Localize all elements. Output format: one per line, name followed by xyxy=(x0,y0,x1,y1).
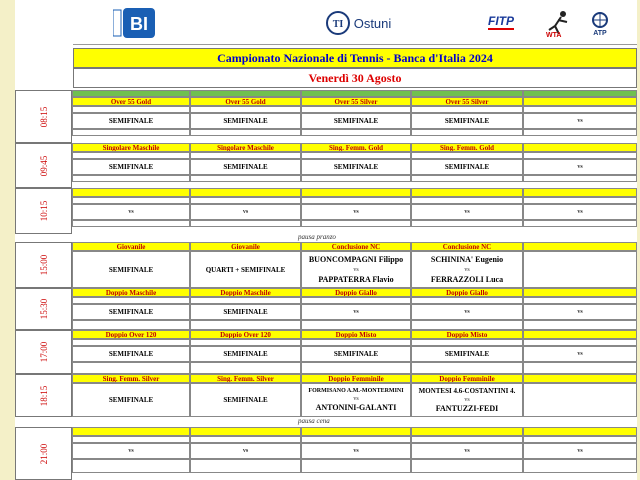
vs-label: vs xyxy=(353,396,359,402)
category-cell xyxy=(523,288,637,297)
blank-row xyxy=(72,459,637,473)
category-row xyxy=(72,330,637,339)
time-cell xyxy=(15,330,72,374)
match-cell: vs xyxy=(190,204,301,220)
player-a: SCHININA' Eugenio xyxy=(430,254,504,264)
match-cell: vs xyxy=(72,443,190,459)
match-row xyxy=(72,159,637,175)
team-a: MONTESI 4.6-COSTANTINI 4. xyxy=(418,386,516,395)
ostuni-text: Ostuni xyxy=(353,15,392,31)
blank-row xyxy=(72,320,637,330)
time-cell xyxy=(15,143,72,188)
match-cell: SEMIFINALE xyxy=(72,113,190,129)
slot-1815 xyxy=(15,374,637,417)
category-cell xyxy=(72,427,190,436)
vs-label: vs xyxy=(464,266,470,273)
vs-label: vs xyxy=(464,396,470,403)
blank-row xyxy=(72,129,637,136)
blank-row xyxy=(72,220,637,227)
category-cell xyxy=(523,242,637,251)
schedule-date: Venerdì 30 Agosto xyxy=(73,68,637,88)
time-label: 15:00 xyxy=(38,254,49,276)
match-cell: SEMIFINALE xyxy=(190,383,301,417)
blank-row xyxy=(72,436,637,443)
match-cell: vs xyxy=(301,204,411,220)
category-cell xyxy=(190,188,301,197)
banca-italia-logo xyxy=(113,8,157,38)
time-label: 15:30 xyxy=(38,298,49,320)
category-cell: Giovanile xyxy=(72,242,190,251)
match-cell: vs xyxy=(190,443,301,459)
match-cell: vs xyxy=(411,304,523,320)
category-cell: Doppio Maschile xyxy=(72,288,190,297)
team-b: FANTUZZI-FEDI xyxy=(435,403,499,413)
category-cell xyxy=(301,188,411,197)
category-cell: Doppio Over 120 xyxy=(72,330,190,339)
match-cell: SEMIFINALE xyxy=(411,346,523,362)
player-b: FERRAZZOLI Luca xyxy=(430,274,504,284)
match-row xyxy=(72,383,637,417)
category-cell: Over 55 Gold xyxy=(72,97,190,106)
category-cell: Conclusione NC xyxy=(301,242,411,251)
green-row xyxy=(72,90,637,97)
svg-text:TI: TI xyxy=(332,19,343,30)
time-cell xyxy=(15,288,72,330)
category-row xyxy=(72,427,637,436)
match-row xyxy=(72,443,637,459)
slot-1530 xyxy=(15,288,637,330)
match-row xyxy=(72,251,637,288)
slot-1015 xyxy=(15,188,637,234)
svg-text:BI: BI xyxy=(130,14,148,34)
match-cell: vs xyxy=(523,443,637,459)
match-cell xyxy=(301,251,411,288)
match-cell: SEMIFINALE xyxy=(72,304,190,320)
match-cell: SEMIFINALE xyxy=(301,159,411,175)
blank-row xyxy=(72,297,637,304)
time-label: 08:15 xyxy=(38,106,49,127)
time-label: 21:00 xyxy=(38,443,49,464)
match-cell: SEMIFINALE xyxy=(72,383,190,417)
match-cell: SEMIFINALE xyxy=(301,346,411,362)
category-cell: Doppio Over 120 xyxy=(190,330,301,339)
pausa-cena: pausa cena xyxy=(298,417,330,425)
category-row xyxy=(72,188,637,197)
category-cell: Conclusione NC xyxy=(411,242,523,251)
player-a: BUONCOMPAGNI Filippo xyxy=(308,254,404,264)
category-cell xyxy=(523,97,637,106)
category-cell: Doppio Giallo xyxy=(411,288,523,297)
match-cell: SEMIFINALE xyxy=(72,346,190,362)
match-cell: vs xyxy=(301,443,411,459)
match-cell: QUARTI + SEMIFINALE xyxy=(190,251,301,288)
time-label: 10:15 xyxy=(38,200,49,222)
match-cell xyxy=(301,383,411,417)
match-row xyxy=(72,204,637,220)
category-cell: Over 55 Silver xyxy=(301,97,411,106)
blank-row xyxy=(72,152,637,159)
match-row xyxy=(72,304,637,320)
category-cell: Singolare Maschile xyxy=(190,143,301,152)
time-label: 17:00 xyxy=(38,341,49,363)
time-cell xyxy=(15,90,72,143)
fitp-text: FITP xyxy=(488,14,514,28)
match-cell: SEMIFINALE xyxy=(301,113,411,129)
category-cell xyxy=(301,427,411,436)
match-cell: vs xyxy=(301,304,411,320)
category-cell: Giovanile xyxy=(190,242,301,251)
blank-row xyxy=(72,106,637,113)
slot-0945 xyxy=(15,143,637,188)
category-cell xyxy=(523,188,637,197)
category-row xyxy=(72,374,637,383)
blank-row xyxy=(72,175,637,182)
vs-label: vs xyxy=(353,266,359,273)
time-label: 09:45 xyxy=(38,155,49,176)
logo-bar xyxy=(73,0,637,45)
category-cell: Sing. Femm. Gold xyxy=(411,143,523,152)
match-cell: vs xyxy=(523,113,637,129)
category-cell xyxy=(523,330,637,339)
category-cell xyxy=(411,188,523,197)
match-cell xyxy=(411,251,523,288)
category-cell xyxy=(190,427,301,436)
category-cell: Doppio Giallo xyxy=(301,288,411,297)
match-cell: SEMIFINALE xyxy=(72,159,190,175)
blank-row xyxy=(72,362,637,374)
slot-0815 xyxy=(15,90,637,143)
category-cell: Doppio Maschile xyxy=(190,288,301,297)
match-cell: SEMIFINALE xyxy=(190,304,301,320)
championship-title: Campionato Nazionale di Tennis - Banca d'Italia 2024 xyxy=(73,48,637,68)
category-cell: Doppio Femminile xyxy=(411,374,523,383)
category-cell xyxy=(523,427,637,436)
slot-1500 xyxy=(15,242,637,288)
pausa-pranzo: pausa pranzo xyxy=(298,233,336,241)
time-cell xyxy=(15,427,72,480)
category-row xyxy=(72,143,637,152)
blank-row xyxy=(72,339,637,346)
match-cell: vs xyxy=(523,346,637,362)
match-cell: vs xyxy=(523,204,637,220)
category-row xyxy=(72,97,637,106)
match-cell: vs xyxy=(411,443,523,459)
fitp-logo xyxy=(481,12,521,32)
category-cell: Doppio Misto xyxy=(411,330,523,339)
category-cell: Over 55 Gold xyxy=(190,97,301,106)
category-cell xyxy=(523,143,637,152)
category-cell: Doppio Misto xyxy=(301,330,411,339)
team-a: FORMISANO A.M.-MONTERMINI xyxy=(308,388,404,394)
category-cell: Sing. Femm. Silver xyxy=(190,374,301,383)
match-cell: SEMIFINALE xyxy=(190,113,301,129)
slot-1700 xyxy=(15,330,637,374)
match-cell: SEMIFINALE xyxy=(411,159,523,175)
category-cell: Sing. Femm. Silver xyxy=(72,374,190,383)
time-cell xyxy=(15,374,72,417)
match-cell: vs xyxy=(523,159,637,175)
team-b: ANTONINI-GALANTI xyxy=(315,403,397,412)
category-cell xyxy=(523,374,637,383)
match-row xyxy=(72,346,637,362)
match-cell: SEMIFINALE xyxy=(190,159,301,175)
match-cell xyxy=(411,383,523,417)
category-cell xyxy=(72,188,190,197)
svg-text:WTA: WTA xyxy=(546,32,562,38)
slot-2100 xyxy=(15,427,637,480)
category-cell xyxy=(411,427,523,436)
match-row xyxy=(72,113,637,129)
match-cell: SEMIFINALE xyxy=(190,346,301,362)
match-cell: SEMIFINALE xyxy=(411,113,523,129)
ostuni-logo xyxy=(318,10,398,36)
category-cell: Doppio Femminile xyxy=(301,374,411,383)
time-cell xyxy=(15,242,72,288)
category-cell: Singolare Maschile xyxy=(72,143,190,152)
time-cell xyxy=(15,188,72,234)
player-b: PAPPATERRA Flavio xyxy=(318,274,394,284)
match-cell xyxy=(523,383,637,417)
match-cell: vs xyxy=(411,204,523,220)
category-cell: Sing. Femm. Gold xyxy=(301,143,411,152)
category-row xyxy=(72,288,637,297)
match-cell xyxy=(523,251,637,288)
match-cell: SEMIFINALE xyxy=(72,251,190,288)
category-row xyxy=(72,242,637,251)
wta-logo xyxy=(543,8,573,38)
svg-text:ATP: ATP xyxy=(593,30,607,36)
match-cell: vs xyxy=(72,204,190,220)
atp-logo xyxy=(586,10,614,36)
category-cell: Over 55 Silver xyxy=(411,97,523,106)
blank-row xyxy=(72,197,637,204)
time-label: 18:15 xyxy=(38,385,49,406)
match-cell: vs xyxy=(523,304,637,320)
